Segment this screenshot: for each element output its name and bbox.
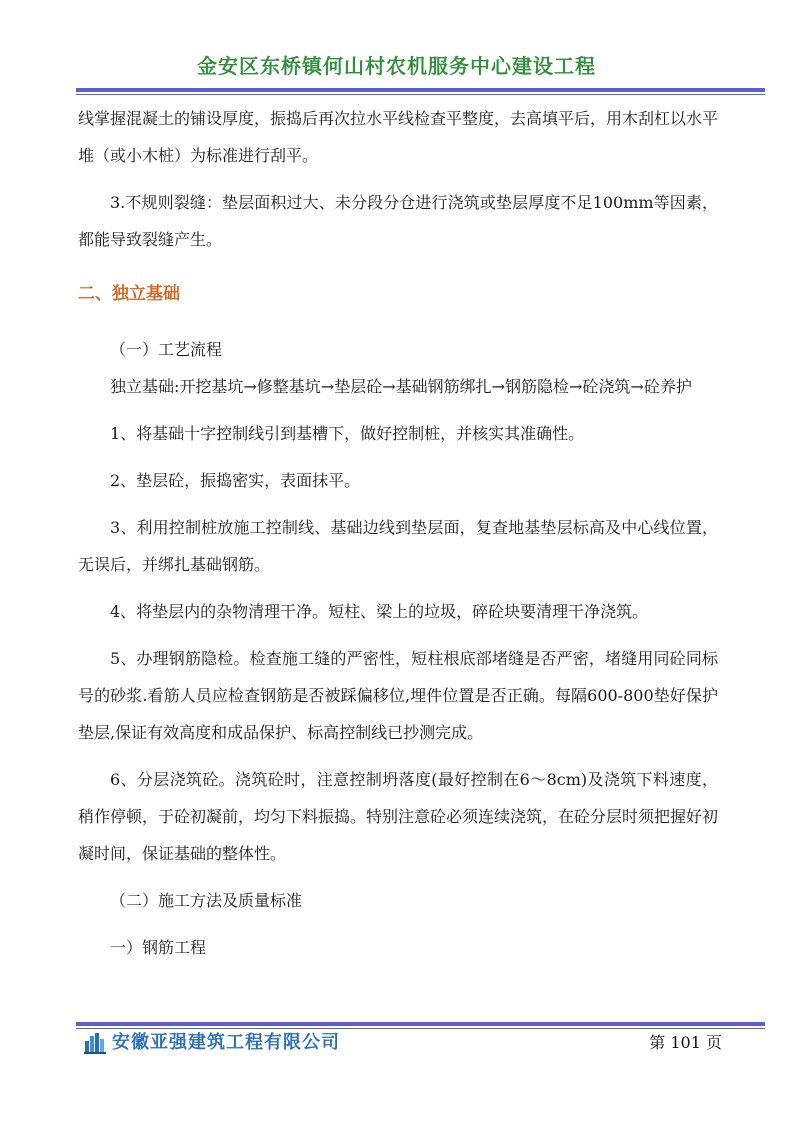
footer-rule: [76, 1022, 765, 1029]
paragraph-process-flow: 独立基础:开挖基坑→修整基坑→垫层砼→基础钢筋绑扎→钢筋隐检→砼浇筑→砼养护: [110, 377, 692, 396]
page-footer: [82, 1030, 722, 1058]
list-item-step-2: 2、垫层砼，振捣密实，表面抹平。: [110, 471, 361, 490]
header-rule: [76, 88, 765, 95]
subheading-rebar-works: 一）钢筋工程: [110, 938, 207, 957]
list-item-step-6: 6、分层浇筑砼。浇筑砼时，注意控制坍落度(最好控制在6～8cm)及浇筑下料速度，稍作停顿，于砼初凝前，均匀下料振捣。特别注意砼必须连续浇筑，在砼分层时须把握好初凝时间，保证基础的整体性。: [78, 770, 719, 863]
list-item-step-4: 4、将垫层内的杂物清理干净。短柱、梁上的垃圾，碎砼块要清理干净浇筑。: [110, 602, 649, 621]
subheading-process-flow: （一）工艺流程: [110, 340, 223, 359]
page-number: 第 101 页: [649, 1033, 722, 1052]
paragraph-continuation: 线掌握混凝土的铺设厚度，振捣后再次拉水平线检查平整度，去高填平后，用木刮杠以水平堆（或小木桩）为标准进行刮平。: [78, 109, 719, 165]
list-item-step-5: 5、办理钢筋隐检。检查施工缝的严密性，短柱根底部堵缝是否严密，堵缝用同砼同标号的砂浆.看筋人员应检查钢筋是否被踩偏移位,埋件位置是否正确。每隔600-800垫好保护垫层,保证有效高度和成品保护、标高控制线已抄测完成。: [78, 649, 718, 742]
subheading-construction-method: （二）施工方法及质量标准: [110, 891, 303, 910]
page-header-title: 金安区东桥镇何山村农机服务中心建设工程: [197, 54, 596, 78]
paragraph-irregular-cracks: 3.不规则裂缝：垫层面积过大、未分段分仓进行浇筑或垫层厚度不足100mm等因素，都能导致裂缝产生。: [78, 193, 718, 249]
list-item-step-3: 3、利用控制桩放施工控制线、基础边线到垫层面，复查地基垫层标高及中心线位置，无误后，并绑扎基础钢筋。: [78, 518, 718, 574]
list-item-step-1: 1、将基础十字控制线引到基槽下，做好控制桩，并核实其准确性。: [110, 424, 585, 443]
section-heading-isolated-foundation: 二、独立基础: [78, 284, 180, 304]
company-name: 安徽亚强建筑工程有限公司: [112, 1032, 340, 1053]
document-body: [78, 100, 718, 966]
building-logo-icon: [84, 1032, 106, 1054]
